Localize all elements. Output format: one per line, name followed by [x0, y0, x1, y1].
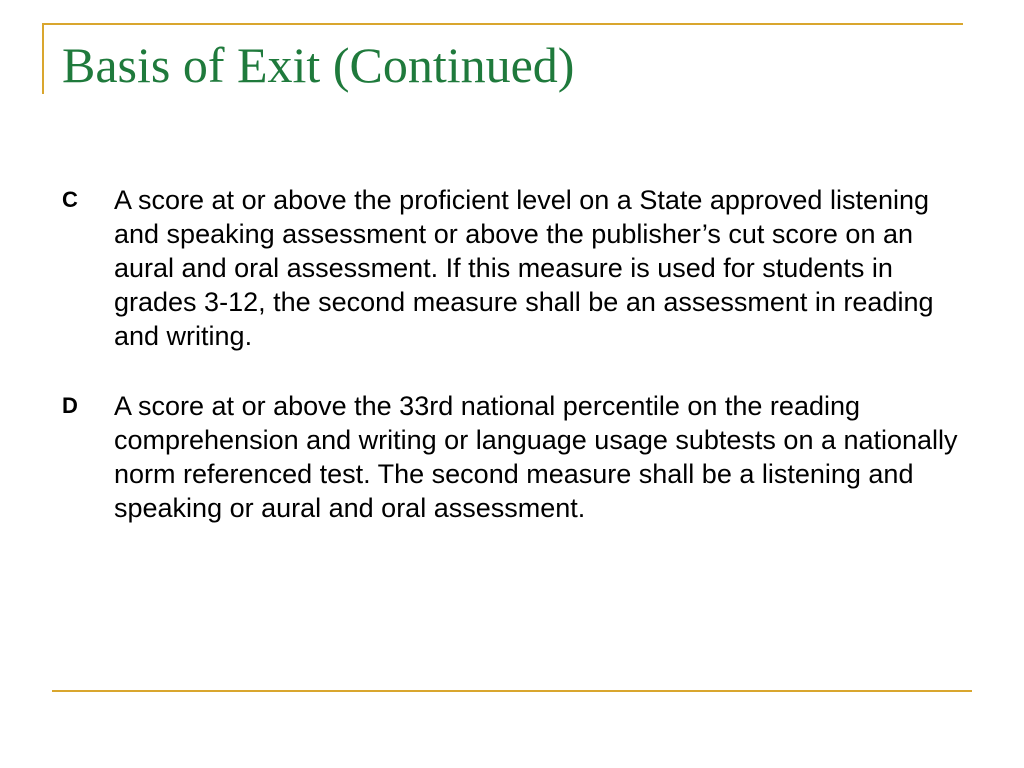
bullet-marker-d: D [62, 393, 78, 418]
bullet-item-d [62, 389, 967, 525]
title-accent-line [42, 23, 44, 94]
bullet-item-c [62, 183, 967, 353]
bullet-text-d: A score at or above the 33rd national percentile on the reading comprehension and writing or language usage subtests on a nationally norm referenced test. The second measure shall be a listening and speaking or aural and oral assessment. [114, 391, 958, 523]
slide-title: Basis of Exit (Continued) [62, 37, 575, 93]
bottom-rule [52, 690, 972, 692]
bullet-text-c: A score at or above the proficient level on a State approved listening and speaking assessment or above the publisher’s cut score on an aural and oral assessment. If this measure is used for students in grades 3-12, the second measure shall be an assessment in reading and writing. [114, 185, 934, 351]
bullet-marker-c: C [62, 187, 78, 212]
top-rule [42, 23, 963, 25]
bullet-list [62, 183, 967, 525]
